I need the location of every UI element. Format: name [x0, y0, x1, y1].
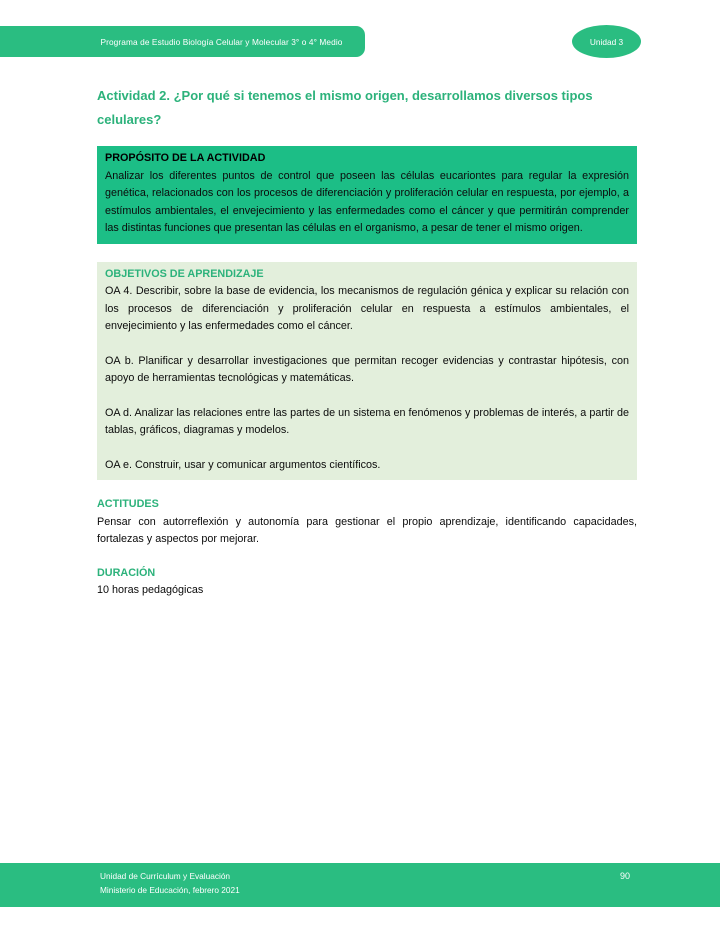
content-column [97, 0, 637, 600]
footer-institution [100, 870, 240, 897]
objetivo-item-oae: OA e. Construir, usar y comunicar argumentos científicos. [105, 458, 381, 471]
proposito-section [97, 146, 637, 244]
proposito-heading: PROPÓSITO DE LA ACTIVIDAD [105, 152, 266, 164]
duracion-body: 10 horas pedagógicas [97, 584, 204, 596]
objetivo-item-oa4: OA 4. Describir, sobre la base de evidencia, los mecanismos de regulación génica y explicar su relación con los procesos de diferenciación y proliferación celular en respuesta a estímulos ambientales, el envejecimiento y las enfermedades como el cáncer. [105, 285, 629, 332]
proposito-body: Analizar los diferentes puntos de control que poseen las células eucariontes para regular la expresión genética, relacionados con los procesos de diferenciación y proliferación celular en respuesta, por ejemplo, a estímulos ambientales, el envejecimiento y las enfermedades como el cáncer y que permitirán comprender las distintas funciones que presentan las células en el organismo, a pesar de tener el mismo origen. [105, 169, 629, 234]
footer-bar [0, 863, 720, 907]
page-number: 90 [619, 871, 630, 881]
unit-badge-label: Unidad 3 [589, 36, 624, 47]
objetivos-section [97, 262, 637, 481]
actitudes-heading: ACTITUDES [97, 498, 159, 510]
actitudes-body: Pensar con autorreflexión y autonomía para gestionar el propio aprendizaje, identificando capacidades, fortalezas y aspectos por mejorar. [97, 515, 637, 545]
program-banner-label: Programa de Estudio Biología Celular y Molecular 3° o 4° Medio [100, 36, 343, 47]
objetivos-heading: OBJETIVOS DE APRENDIZAJE [105, 267, 264, 280]
footer-institution-line1: Unidad de Currículum y Evaluación [100, 871, 231, 881]
activity-title: Actividad 2. ¿Por qué si tenemos el mismo origen, desarrollamos diversos tipos celulares? [97, 88, 593, 127]
objetivo-item-oad: OA d. Analizar las relaciones entre las partes de un sistema en fenómenos y problemas de interés, a partir de tablas, gráficos, diagramas y modelos. [105, 406, 629, 436]
footer-institution-line2: Ministerio de Educación, febrero 2021 [100, 884, 240, 895]
objetivo-item-oab: OA b. Planificar y desarrollar investigaciones que permitan recoger evidencias y contrastar hipótesis, con apoyo de herramientas tecnológicas y matemáticas. [105, 354, 629, 384]
duracion-heading: DURACIÓN [97, 566, 156, 579]
